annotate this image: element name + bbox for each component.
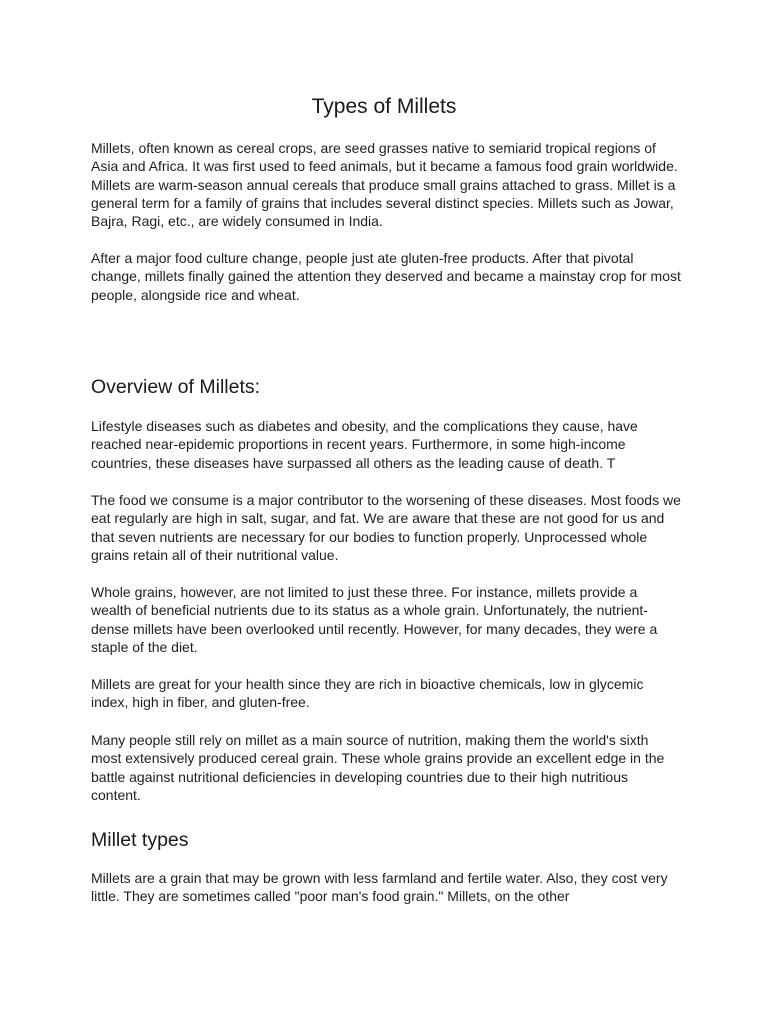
paragraph: Many people still rely on millet as a main source of nutrition, making them the world's sixth most extensively produced cereal grain. These whole grains provide an excellent edge in the battle against nutritional deficiencies in developing countries due to their high nutritious content. bbox=[91, 732, 665, 803]
paragraph: Millets are great for your health since they are rich in bioactive chemicals, low in glycemic index, high in fiber, and gluten-free. bbox=[91, 676, 644, 711]
section-heading-overview: Overview of Millets: bbox=[91, 376, 261, 398]
paragraph: Millets, often known as cereal crops, are seed grasses native to semiarid tropical regions of Asia and Africa. It was first used to feed animals, but it became a famous food grain worldwide. Millets are warm-season annual cereals that produce small grains attached to grass. Millet is a general term for a family of grains that includes several distinct species. Millets such as Jowar, Bajra, Ragi, etc., are widely consumed in India. bbox=[91, 140, 678, 230]
section-heading-millet-types: Millet types bbox=[91, 829, 189, 851]
paragraph: Millets are a grain that may be grown with less farmland and fertile water. Also, they cost very little. They are sometimes called "poor man's food grain." Millets, on the other bbox=[91, 870, 668, 905]
paragraph: Whole grains, however, are not limited to just these three. For instance, millets provide a wealth of beneficial nutrients due to its status as a whole grain. Unfortunately, the nutrient-dense millets have been overlooked until recently. However, for many decades, they were a staple of the diet. bbox=[91, 584, 658, 655]
paragraph: Lifestyle diseases such as diabetes and obesity, and the complications they cause, have reached near-epidemic proportions in recent years. Furthermore, in some high-income countries, these diseases have surpassed all others as the leading cause of death. T bbox=[91, 418, 638, 471]
page-title: Types of Millets bbox=[311, 95, 457, 118]
paragraph: The food we consume is a major contributor to the worsening of these diseases. Most foods we eat regularly are high in salt, sugar, and fat. We are aware that these are not good for us and that seven nutrients are necessary for our bodies to function properly. Unprocessed whole grains retain all of their nutritional value. bbox=[91, 492, 681, 563]
paragraph: After a major food culture change, people just ate gluten-free products. After that pivotal change, millets finally gained the attention they deserved and became a mainstay crop for most people, alongside rice and wheat. bbox=[91, 250, 681, 303]
